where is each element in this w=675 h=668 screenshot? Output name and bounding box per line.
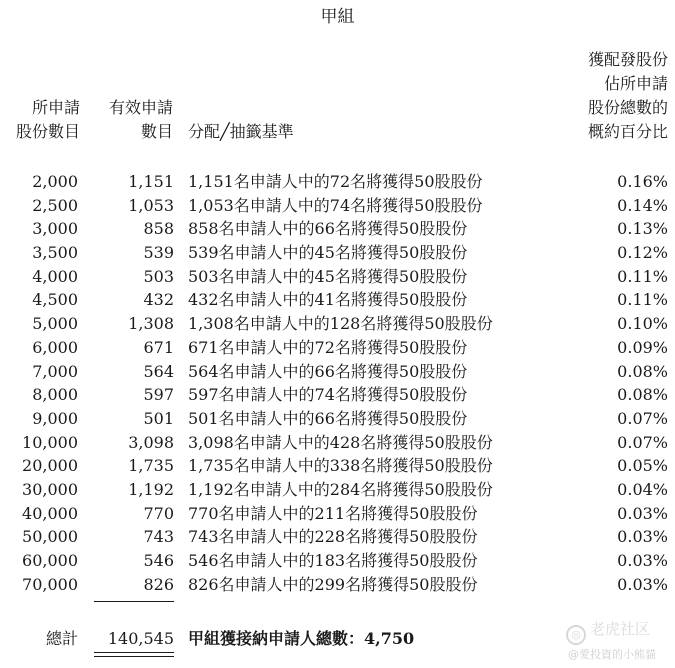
total-label: 總計 bbox=[45, 629, 78, 648]
shares-applied-cell: 20,000 bbox=[22, 456, 78, 476]
percentage-cell: 0.03% bbox=[617, 574, 668, 594]
valid-applications-cell: 770 bbox=[143, 503, 174, 523]
valid-applications-cell: 564 bbox=[143, 361, 174, 381]
shares-applied-cell: 4,500 bbox=[32, 290, 78, 310]
percentage-cell: 0.10% bbox=[617, 314, 668, 334]
allocation-basis-cell: 1,735名申請人中的338名將獲得50股股份 bbox=[188, 456, 493, 476]
table-row bbox=[0, 336, 675, 360]
percentage-cell: 0.04% bbox=[617, 479, 668, 499]
total-applications: 140,545 bbox=[107, 629, 174, 648]
allocation-basis-cell: 1,053名申請人中的74名將獲得50股股份 bbox=[188, 195, 483, 215]
valid-applications-cell: 1,192 bbox=[128, 479, 174, 499]
percentage-cell: 0.07% bbox=[617, 408, 668, 428]
shares-applied-cell: 2,000 bbox=[32, 172, 78, 191]
table-row bbox=[0, 360, 675, 384]
valid-applications-cell: 503 bbox=[143, 266, 174, 286]
header-line: 數目 bbox=[140, 122, 173, 141]
percentage-cell: 0.09% bbox=[617, 337, 668, 357]
percentage-cell: 0.03% bbox=[617, 551, 668, 570]
percentage-cell: 0.08% bbox=[617, 361, 668, 381]
shares-applied-cell: 6,000 bbox=[32, 337, 78, 357]
allocation-basis-cell: 1,192名申請人中的284名將獲得50股股份 bbox=[188, 479, 493, 499]
valid-applications-cell: 826 bbox=[143, 574, 174, 594]
allocation-basis-cell: 826名申請人中的299名將獲得50股股份 bbox=[188, 574, 478, 594]
valid-applications-cell: 1,053 bbox=[128, 195, 174, 215]
header-line: 概約百分比 bbox=[587, 122, 668, 141]
header-line: 佔所申請 bbox=[603, 74, 668, 93]
percentage-cell: 0.11% bbox=[617, 290, 668, 310]
valid-applications-cell: 3,098 bbox=[128, 432, 174, 452]
allocation-basis-cell: 770名申請人中的211名將獲得50股股份 bbox=[188, 503, 478, 523]
valid-applications-cell: 432 bbox=[143, 290, 174, 310]
shares-applied-cell: 3,500 bbox=[32, 243, 78, 263]
percentage-cell: 0.03% bbox=[617, 527, 668, 547]
allocation-basis-cell: 564名申請人中的66名將獲得50股股份 bbox=[188, 361, 468, 381]
header-percentage bbox=[540, 48, 668, 144]
table-row bbox=[0, 502, 675, 526]
valid-applications-cell: 1,308 bbox=[128, 314, 174, 334]
shares-applied-cell: 60,000 bbox=[22, 551, 78, 570]
watermark-brand bbox=[566, 618, 650, 645]
percentage-cell: 0.16% bbox=[617, 172, 668, 191]
percentage-cell: 0.05% bbox=[617, 456, 668, 476]
shares-applied-cell: 8,000 bbox=[32, 385, 78, 405]
allocation-basis-cell: 3,098名申請人中的428名將獲得50股股份 bbox=[188, 432, 493, 452]
valid-applications-cell: 858 bbox=[143, 219, 174, 239]
header-shares-applied bbox=[0, 96, 80, 144]
shares-applied-cell: 9,000 bbox=[32, 408, 78, 428]
watermark-author: @愛投資的小熊貓 bbox=[568, 648, 656, 661]
valid-applications-cell: 1,735 bbox=[128, 456, 174, 476]
percentage-cell: 0.11% bbox=[617, 266, 668, 286]
allocation-basis-cell: 539名申請人中的45名將獲得50股股份 bbox=[188, 243, 468, 263]
shares-applied-cell: 2,500 bbox=[32, 195, 78, 215]
table-row bbox=[0, 241, 675, 265]
table-row bbox=[0, 170, 675, 194]
percentage-cell: 0.03% bbox=[617, 503, 668, 523]
valid-applications-cell: 1,151 bbox=[128, 172, 174, 191]
watermark-brand-text: 老虎社区 bbox=[590, 620, 651, 638]
allocation-basis-cell: 503名申請人中的45名將獲得50股股份 bbox=[188, 266, 468, 286]
table-row bbox=[0, 549, 675, 573]
header-line: 所申請 bbox=[31, 98, 80, 117]
shares-applied-cell: 50,000 bbox=[22, 527, 78, 547]
allocation-basis-cell: 858名申請人中的66名將獲得50股股份 bbox=[188, 219, 468, 239]
header-valid-applications bbox=[86, 96, 173, 144]
shares-applied-cell: 40,000 bbox=[22, 503, 78, 523]
subtotal-rule bbox=[94, 601, 174, 602]
valid-applications-cell: 743 bbox=[143, 527, 174, 547]
tiger-logo-icon: ◎ bbox=[566, 625, 586, 645]
allocation-basis-cell: 1,308名申請人中的128名將獲得50股股份 bbox=[188, 314, 493, 334]
allocation-basis-cell: 432名申請人中的41名將獲得50股股份 bbox=[188, 290, 468, 310]
valid-applications-cell: 501 bbox=[143, 408, 174, 428]
allocation-basis-cell: 743名申請人中的228名將獲得50股股份 bbox=[188, 527, 478, 547]
total-summary: 甲組獲接納申請人總數：4,750 bbox=[188, 629, 415, 648]
allocation-basis-cell: 597名申請人中的74名將獲得50股股份 bbox=[188, 385, 468, 405]
allocation-basis-cell: 671名申請人中的72名將獲得50股股份 bbox=[188, 337, 468, 357]
allocation-basis-cell: 1,151名申請人中的72名將獲得50股股份 bbox=[188, 172, 483, 191]
table-row bbox=[0, 573, 675, 597]
percentage-cell: 0.08% bbox=[617, 385, 668, 405]
shares-applied-cell: 5,000 bbox=[32, 314, 78, 334]
allocation-basis-cell: 501名申請人中的66名將獲得50股股份 bbox=[188, 408, 468, 428]
allocation-table-body bbox=[0, 170, 675, 596]
header-line: 股份總數的 bbox=[587, 98, 668, 117]
table-row bbox=[0, 217, 675, 241]
percentage-cell: 0.12% bbox=[617, 243, 668, 263]
header-line: 有效申請 bbox=[108, 98, 173, 117]
shares-applied-cell: 4,000 bbox=[32, 266, 78, 286]
table-row bbox=[0, 454, 675, 478]
shares-applied-cell: 7,000 bbox=[32, 361, 78, 381]
allocation-basis-cell: 546名申請人中的183名將獲得50股股份 bbox=[188, 551, 478, 570]
table-row bbox=[0, 525, 675, 549]
table-row bbox=[0, 288, 675, 312]
percentage-cell: 0.13% bbox=[617, 219, 668, 239]
table-row bbox=[0, 312, 675, 336]
percentage-cell: 0.07% bbox=[617, 432, 668, 452]
shares-applied-cell: 10,000 bbox=[22, 432, 78, 452]
header-allocation-basis: 分配╱抽籤基準 bbox=[188, 122, 294, 141]
table-row bbox=[0, 383, 675, 407]
table-title: 甲組 bbox=[320, 7, 355, 27]
header-line: 股份數目 bbox=[15, 122, 80, 141]
valid-applications-cell: 597 bbox=[143, 385, 174, 405]
table-row bbox=[0, 265, 675, 289]
table-row bbox=[0, 478, 675, 502]
header-line: 獲配發股份 bbox=[587, 50, 668, 69]
valid-applications-cell: 546 bbox=[143, 551, 174, 570]
shares-applied-cell: 70,000 bbox=[22, 574, 78, 594]
shares-applied-cell: 30,000 bbox=[22, 479, 78, 499]
shares-applied-cell: 3,000 bbox=[32, 219, 78, 239]
table-row bbox=[0, 194, 675, 218]
table-row bbox=[0, 431, 675, 455]
table-row bbox=[0, 407, 675, 431]
double-underline bbox=[94, 652, 174, 657]
valid-applications-cell: 539 bbox=[143, 243, 174, 263]
valid-applications-cell: 671 bbox=[143, 337, 174, 357]
percentage-cell: 0.14% bbox=[617, 195, 668, 215]
